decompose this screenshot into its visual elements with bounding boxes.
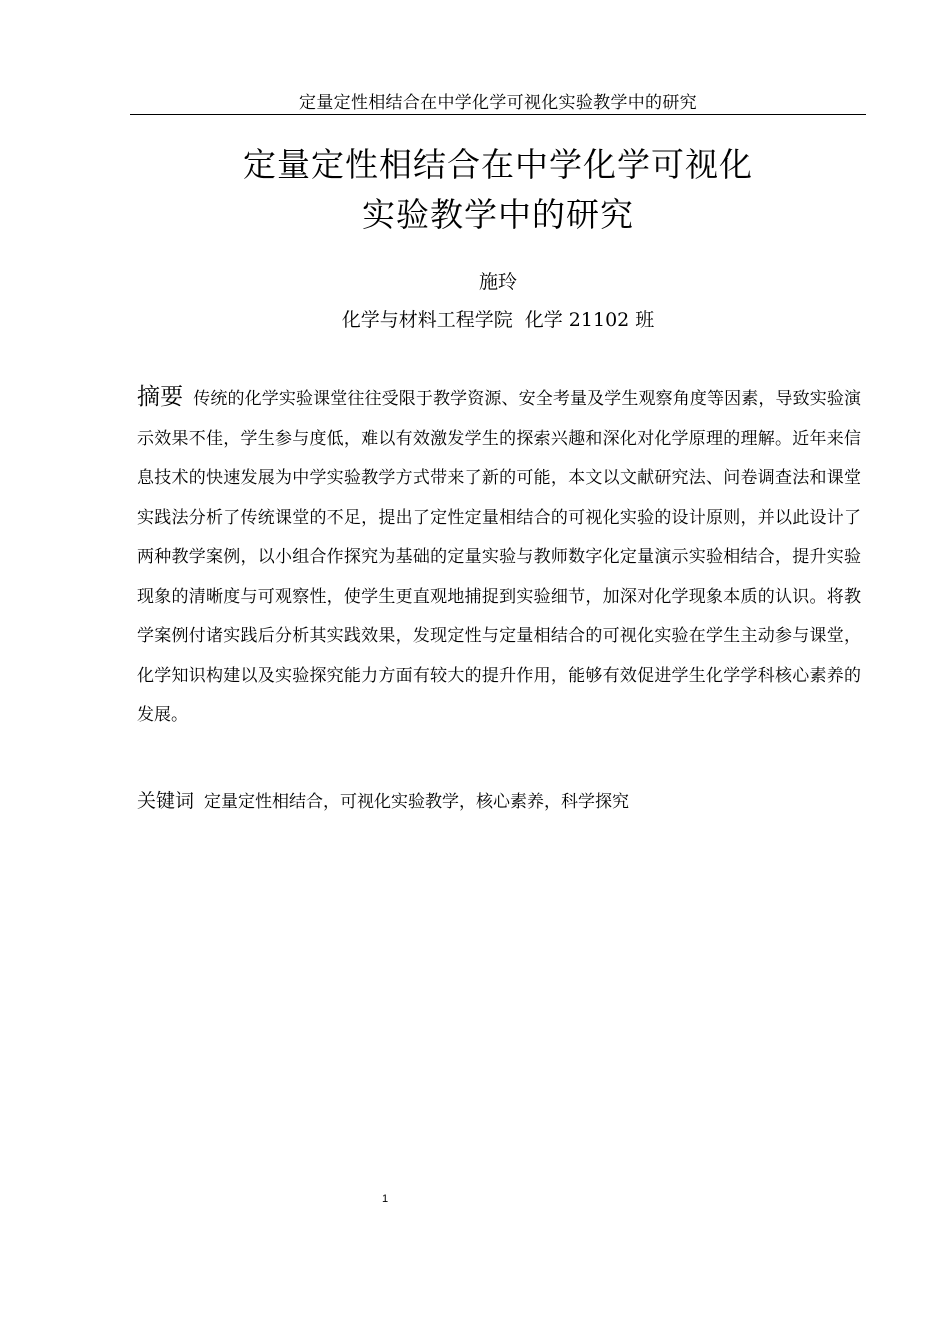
paper-title-line-1: 定量定性相结合在中学化学可视化 bbox=[243, 145, 753, 184]
paper-title bbox=[130, 140, 866, 240]
paper-title-line-2: 实验教学中的研究 bbox=[362, 195, 634, 234]
abstract-label: 摘要 bbox=[137, 384, 184, 410]
abstract-section bbox=[137, 378, 861, 736]
running-header: 定量定性相结合在中学化学可视化实验教学中的研究 bbox=[299, 93, 697, 113]
page-number: 1 bbox=[381, 1193, 389, 1205]
keywords-text: 定量定性相结合，可视化实验教学，核心素养，科学探究 bbox=[204, 792, 630, 812]
author-name: 施玲 bbox=[478, 271, 517, 293]
header-divider bbox=[130, 114, 866, 115]
author-affiliation: 化学与材料工程学院 化学 21102 班 bbox=[341, 309, 655, 331]
abstract-text: 传统的化学实验课堂往往受限于教学资源、安全考量及学生观察角度等因素，导致实验演示效果不佳，学生参与度低，难以有效激发学生的探索兴趣和深化对化学原理的理解。近年来信息技术的快速发展为中学实验教学方式带来了新的可能，本文以文献研究法、问卷调查法和课堂实践法分析了传统课堂的不足，提出了定性定量相结合的可视化实验的设计原则，并以此设计了两种教学案例，以小组合作探究为基础的定量实验与教师数字化定量演示实验相结合，提升实验现象的清晰度与可观察性，使学生更直观地捕捉到实验细节，加深对化学现象本质的认识。将教学案例付诸实践后分析其实践效果，发现定性与定量相结合的可视化实验在学生主动参与课堂，化学知识构建以及实验探究能力方面有较大的提升作用，能够有效促进学生化学学科核心素养的发展。 bbox=[137, 389, 861, 725]
keywords-section bbox=[137, 786, 861, 817]
keywords-label: 关键词 bbox=[137, 790, 195, 812]
